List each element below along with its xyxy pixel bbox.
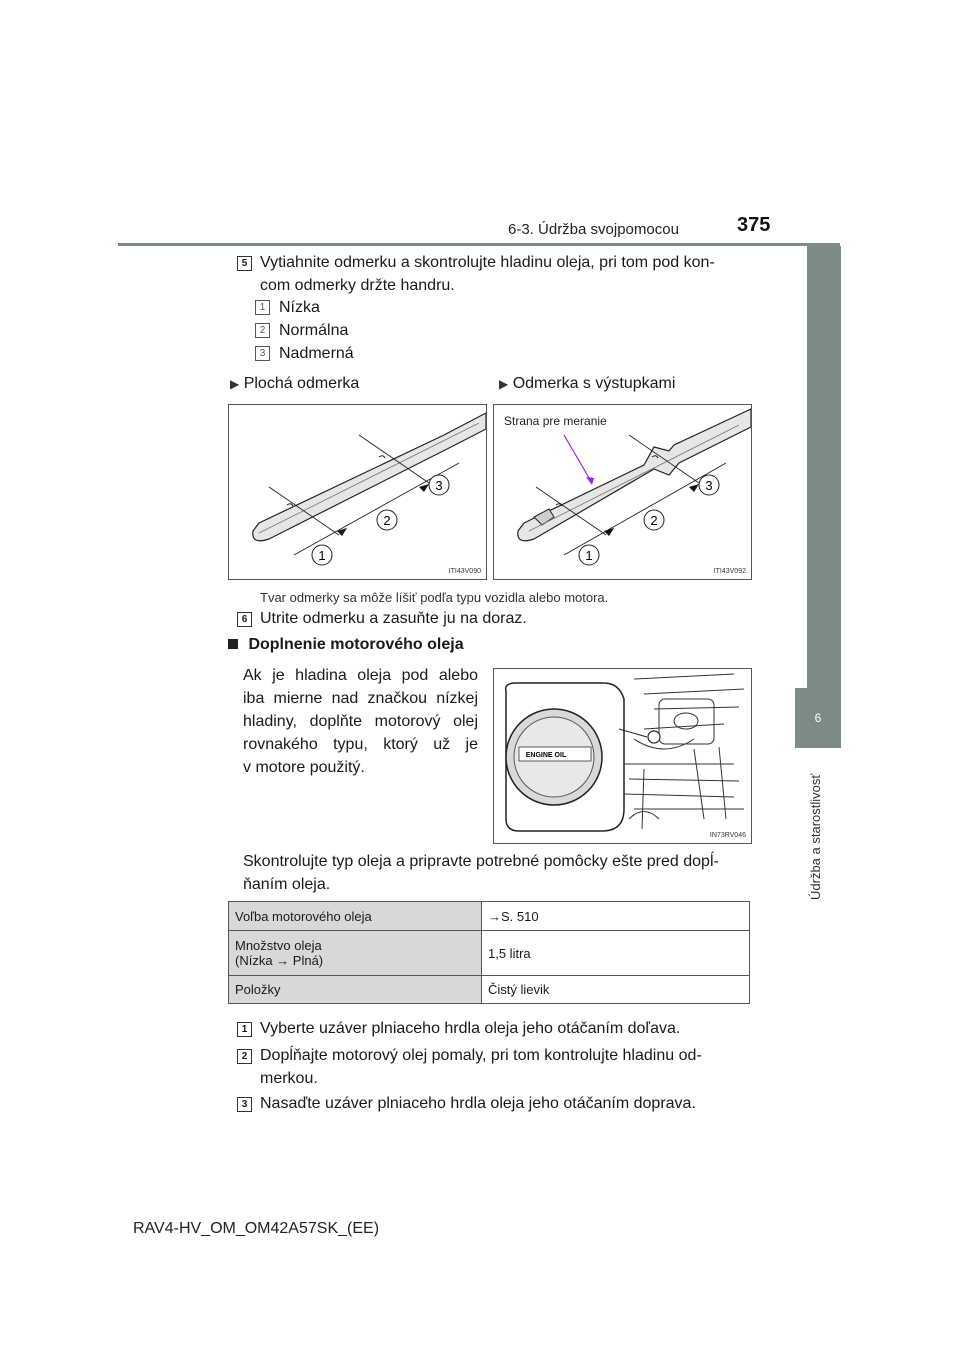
engine-oil-figure [493, 668, 752, 844]
step-number-1: 1 [237, 1022, 252, 1037]
table-row [229, 931, 750, 976]
bumped-dipstick-figure [493, 404, 752, 580]
check-line2: ňaním oleja. [243, 876, 331, 893]
level-low: Nízka [279, 299, 320, 316]
step3-text: Nasaďte uzáver plniaceho hrdla oleja jeho otáčaním doprava. [260, 1095, 696, 1112]
para-line: hladiny, doplňte motorový olej [243, 713, 478, 730]
oil-spec-table [228, 901, 750, 1004]
level-num-2: 2 [255, 323, 270, 338]
para-line: rovnakého typu, ktorý už je [243, 736, 478, 753]
engine-oil-cap-label: ENGINE OIL [525, 752, 567, 759]
step-number-2: 2 [237, 1049, 252, 1064]
engine-bay-illustration [494, 669, 751, 843]
table-key: Voľba motorového oleja [229, 902, 482, 931]
marker-2: 2 [383, 513, 391, 528]
page-number: 375 [737, 214, 771, 236]
chapter-tab: 6 [795, 688, 841, 748]
marker-2: 2 [650, 513, 658, 528]
step2-text-line2: merkou. [260, 1070, 318, 1087]
step5-text-line1: Vytiahnite odmerku a skontrolujte hladinu oleja, pri tom pod kon- [260, 254, 715, 271]
table-key: Množstvo oleja (Nízka → Plná) [229, 931, 482, 976]
flat-dipstick-title: Plochá odmerka [243, 375, 360, 392]
para-line: Ak je hladina oleja pod alebo [243, 667, 478, 684]
level-num-1: 1 [255, 300, 270, 315]
refill-heading-row [228, 636, 464, 654]
table-row [229, 976, 750, 1004]
refill-paragraph [243, 664, 478, 779]
para-line: v motore použitý. [243, 759, 365, 776]
square-bullet-icon [228, 639, 238, 649]
chapter-title: Údržba a starostlivosť [808, 773, 823, 900]
header-rule [118, 243, 840, 246]
dipstick-caption: Tvar odmerky sa môže líšiť podľa typu vozidla alebo motora. [260, 590, 609, 605]
table-value: 1,5 litra [482, 931, 750, 976]
measuring-side-label: Strana pre meranie [504, 414, 607, 428]
level-num-3: 3 [255, 346, 270, 361]
level-excess: Nadmerná [279, 345, 354, 362]
step1-text: Vyberte uzáver plniaceho hrdla oleja jeho otáčaním doľava. [260, 1020, 681, 1037]
refill-heading: Doplnenie motorového oleja [248, 636, 464, 653]
check-line1: Skontrolujte typ oleja a pripravte potrebné pomôcky ešte pred dopĺ- [243, 853, 719, 870]
marker-1: 1 [318, 548, 326, 563]
table-value: →S. 510 [482, 902, 750, 931]
triangle-bullet-icon: ▶ [499, 377, 509, 391]
marker-3: 3 [435, 478, 443, 493]
figure-code: ITI43V090 [448, 568, 481, 575]
marker-1: 1 [585, 548, 593, 563]
table-value: Čistý lievik [482, 976, 750, 1004]
section-title: 6-3. Údržba svojpomocou [508, 221, 679, 238]
step5-text-line2: com odmerky držte handru. [260, 277, 455, 294]
step-number-3: 3 [237, 1097, 252, 1112]
step2-text-line1: Dopĺňajte motorový olej pomaly, pri tom kontrolujte hladinu od- [260, 1047, 702, 1064]
para-line: iba mierne nad značkou nízkej [243, 690, 478, 707]
side-rule-top [807, 246, 841, 688]
level-normal: Normálna [279, 322, 349, 339]
bumped-dipstick-title: Odmerka s výstupkami [512, 375, 676, 392]
flat-dipstick-heading [230, 372, 359, 395]
table-key: Položky [229, 976, 482, 1004]
triangle-bullet-icon: ▶ [230, 377, 240, 391]
table-row [229, 902, 750, 931]
step-number-5: 5 [237, 256, 252, 271]
step6-text: Utrite odmerku a zasuňte ju na doraz. [260, 610, 527, 627]
figure-code: IN73RV046 [709, 832, 746, 839]
step-number-6: 6 [237, 612, 252, 627]
figure-code: ITI43V092 [713, 568, 746, 575]
bumped-dipstick-heading [499, 372, 675, 395]
document-code: RAV4-HV_OM_OM42A57SK_(EE) [133, 1220, 380, 1237]
flat-dipstick-figure [228, 404, 487, 580]
marker-3: 3 [705, 478, 713, 493]
flat-dipstick-illustration [229, 405, 486, 579]
bumped-dipstick-illustration [494, 405, 751, 579]
